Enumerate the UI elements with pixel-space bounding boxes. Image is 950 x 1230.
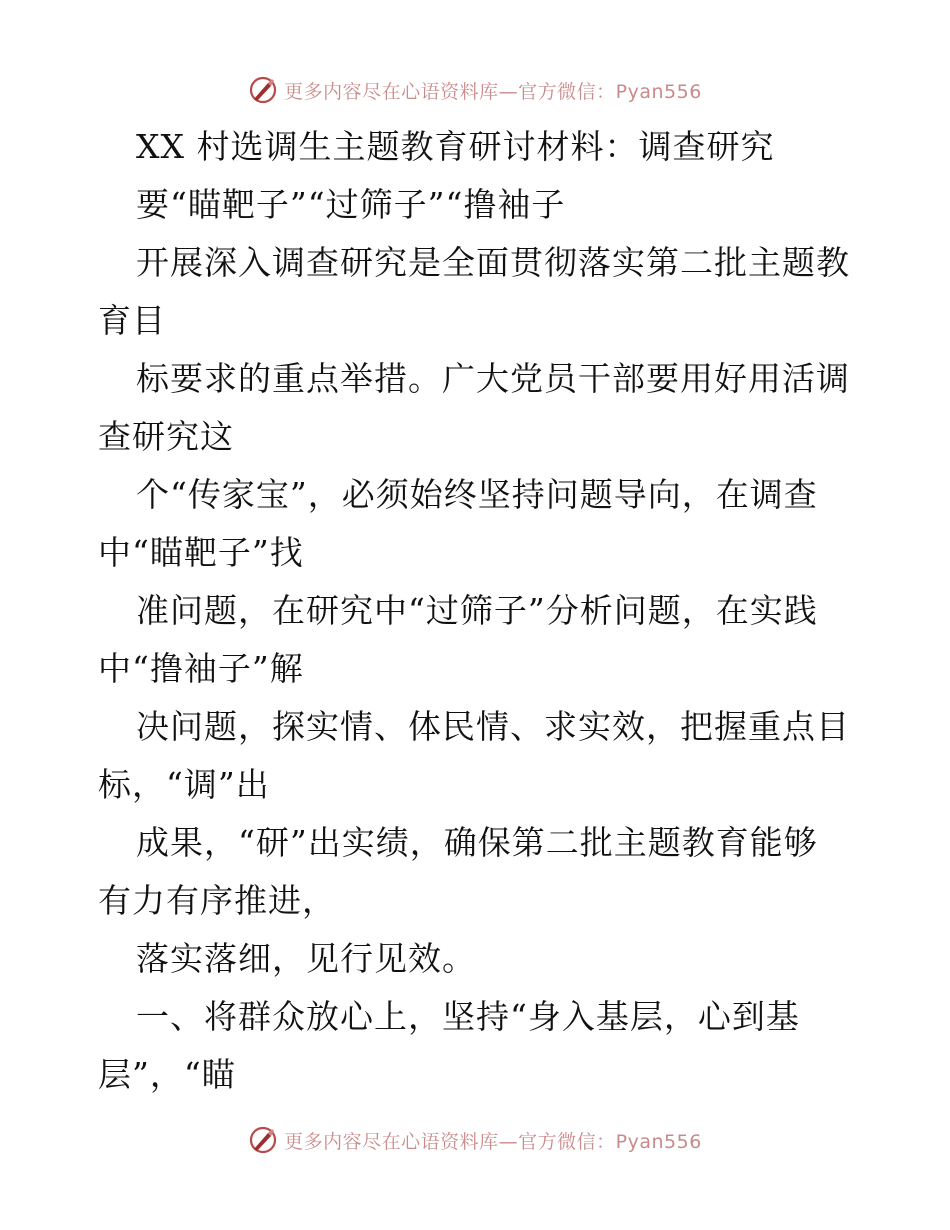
watermark-text: 更多内容尽在心语资料库—官方微信：Pyan556 [284,1130,702,1153]
text-line: 中“撸袖子”解 [98,649,304,688]
text-line: 要“瞄靶子”“过筛子”“撸袖子 [136,185,566,224]
text-line: 个“传家宝”，必须始终坚持问题导向，在调查 [136,475,818,514]
text-line: 开展深入调查研究是全面贯彻落实第二批主题教 [136,243,850,282]
text-line: 一、将群众放心上，坚持“身入基层，心到基 [136,997,800,1036]
text-line: 层”，“瞄 [98,1055,236,1094]
document-body [98,118,858,1104]
text-line: 标要求的重点举措。广大党员干部要用好用活调 [136,359,850,398]
pen-logo-icon [248,75,278,105]
text-line: XX 村选调生主题教育研讨材料：调查研究 [136,127,775,166]
text-line: 成果，“研”出实绩，确保第二批主题教育能够 [136,823,818,862]
text-line: 中“瞄靶子”找 [98,533,304,572]
header-watermark [0,70,950,110]
text-line: 查研究这 [98,417,234,456]
text-line: 育目 [98,301,166,340]
text-line: 决问题，探实情、体民情、求实效，把握重点目 [136,707,850,746]
footer-watermark [0,1120,950,1160]
watermark-text: 更多内容尽在心语资料库—官方微信：Pyan556 [284,80,702,103]
text-line: 落实落细，见行见效。 [136,939,476,978]
text-line: 标，“调”出 [98,765,270,804]
pen-logo-icon [248,1125,278,1155]
text-line: 准问题，在研究中“过筛子”分析问题，在实践 [136,591,818,630]
text-line: 有力有序推进， [98,881,336,920]
